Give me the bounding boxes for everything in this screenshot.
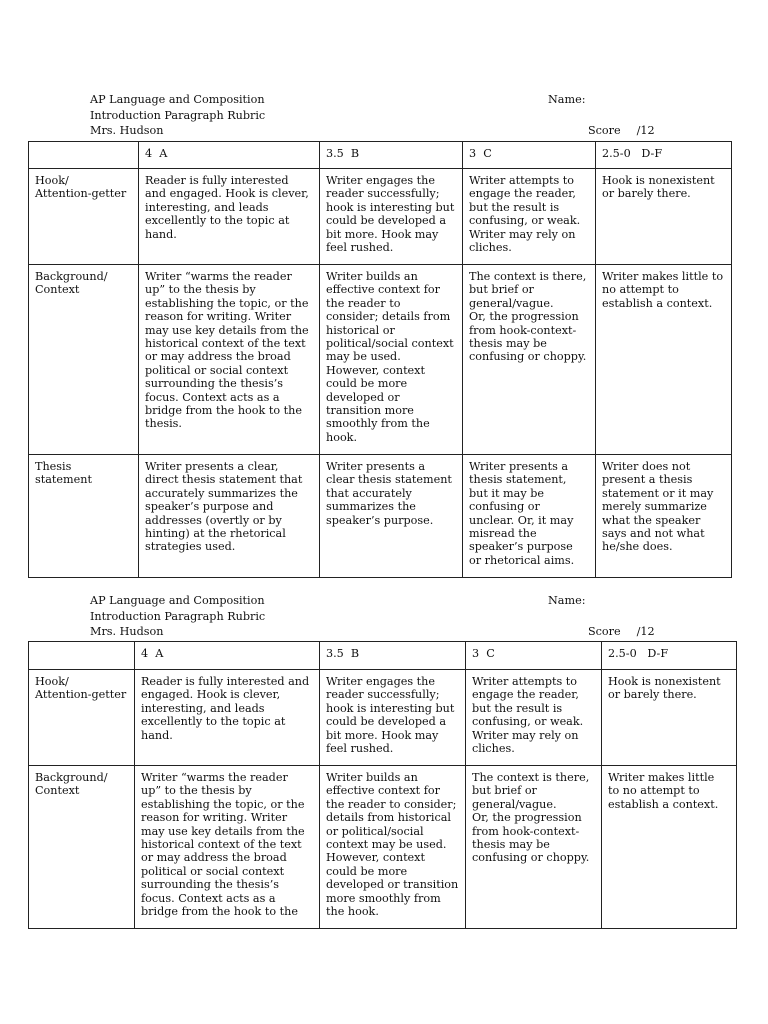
descriptor-cell: Writer makes little to no attempt to establish a context. [596, 265, 732, 455]
descriptor-cell: Writer attempts to engage the reader, but the result is confusing, or weak. Writer may rely on cliches. [463, 169, 596, 265]
rubric-title: Introduction Paragraph Rubric [90, 609, 266, 623]
descriptor-cell: Writer attempts to engage the reader, but the result is confusing, or weak. Writer may rely on cliches. [466, 670, 602, 766]
descriptor-cell: Writer does not present a thesis statement or it may merely summarize what the speaker says and not what he/she does. [596, 455, 732, 578]
descriptor-cell: Hook is nonexistent or barely there. [596, 169, 732, 265]
table-row [29, 455, 732, 578]
score-total: /12 [636, 124, 655, 137]
criterion-cell: Background/ Context [29, 766, 135, 929]
level-header: 2.5-0 D-F [602, 642, 737, 670]
descriptor-cell: Writer makes little to no attempt to establish a context. [602, 766, 737, 929]
rubric-table [28, 141, 732, 578]
descriptor-cell: Writer builds an effective context for the reader to consider; details from historical or political/social context may be used. However, context could be more developed or transition more smoothly from the hook. [320, 766, 466, 929]
rubric-table [28, 641, 737, 929]
descriptor-cell: The context is there, but brief or general/vague. Or, the progression from hook-context- thesis may be confusing or choppy. [466, 766, 602, 929]
rubric-title: Introduction Paragraph Rubric [90, 108, 266, 122]
descriptor-cell: The context is there, but brief or general/vague. Or, the progression from hook-context- thesis may be confusing or choppy. [463, 265, 596, 455]
name-label: Name: [548, 93, 586, 106]
descriptor-cell: Writer presents a clear, direct thesis statement that accurately summarizes the speaker’s purpose and addresses (overtly or by hinting) at the rhetorical strategies used. [139, 455, 320, 578]
level-header: 3.5 B [320, 142, 463, 169]
criterion-cell: Thesis statement [29, 455, 139, 578]
table-header-row [29, 642, 737, 670]
descriptor-cell: Writer engages the reader successfully; hook is interesting but could be developed a bit more. Hook may feel rushed. [320, 670, 466, 766]
name-label: Name: [548, 594, 586, 607]
criterion-cell: Background/ Context [29, 265, 139, 455]
descriptor-cell: Reader is fully interested and engaged. Hook is clever, interesting, and leads excellently to the topic at hand. [139, 169, 320, 265]
level-header: 2.5-0 D-F [596, 142, 732, 169]
descriptor-cell: Writer presents a clear thesis statement that accurately summarizes the speaker’s purpose. [320, 455, 463, 578]
level-header: 4 A [135, 642, 320, 670]
descriptor-cell: Writer “warms the reader up” to the thesis by establishing the topic, or the reason for writing. Writer may use key details from the historical context of the text or may address the broad political or social context surrounding the thesis’s focus. Context acts as a bridge from the hook to the [135, 766, 320, 929]
score-field [588, 123, 655, 139]
descriptor-cell: Writer “warms the reader up” to the thesis by establishing the topic, or the reason for writing. Writer may use key details from the historical context of the text or may address the broad political or social context surrounding the thesis’s focus. Context acts as a bridge from the hook to the thesis. [139, 265, 320, 455]
course-title: AP Language and Composition [90, 594, 265, 607]
table-row [29, 265, 732, 455]
header-blank-cell [29, 142, 139, 169]
table-header-row [29, 142, 732, 169]
rubric-header [90, 593, 265, 640]
header-blank-cell [29, 642, 135, 670]
rubric-header [90, 92, 265, 139]
descriptor-cell: Writer engages the reader successfully; hook is interesting but could be developed a bit more. Hook may feel rushed. [320, 169, 463, 265]
table-row [29, 169, 732, 265]
score-label: Score [588, 625, 621, 638]
course-title: AP Language and Composition [90, 93, 265, 106]
score-field [588, 624, 655, 640]
score-label: Score [588, 124, 621, 137]
descriptor-cell: Reader is fully interested and engaged. Hook is clever, interesting, and leads excellently to the topic at hand. [135, 670, 320, 766]
level-header: 3.5 B [320, 642, 466, 670]
descriptor-cell: Writer presents a thesis statement, but it may be confusing or unclear. Or, it may misread the speaker’s purpose or rhetorical aims. [463, 455, 596, 578]
descriptor-cell: Hook is nonexistent or barely there. [602, 670, 737, 766]
level-header: 4 A [139, 142, 320, 169]
level-header: 3 C [463, 142, 596, 169]
score-total: /12 [636, 625, 655, 638]
teacher-name: Mrs. Hudson [90, 124, 164, 138]
criterion-cell: Hook/ Attention-getter [29, 670, 135, 766]
criterion-cell: Hook/ Attention-getter [29, 169, 139, 265]
teacher-name: Mrs. Hudson [90, 625, 164, 639]
table-row [29, 766, 737, 929]
descriptor-cell: Writer builds an effective context for the reader to consider; details from historical or political/social context may be used. However, context could be more developed or transition more smoothly from the hook. [320, 265, 463, 455]
table-row [29, 670, 737, 766]
level-header: 3 C [466, 642, 602, 670]
